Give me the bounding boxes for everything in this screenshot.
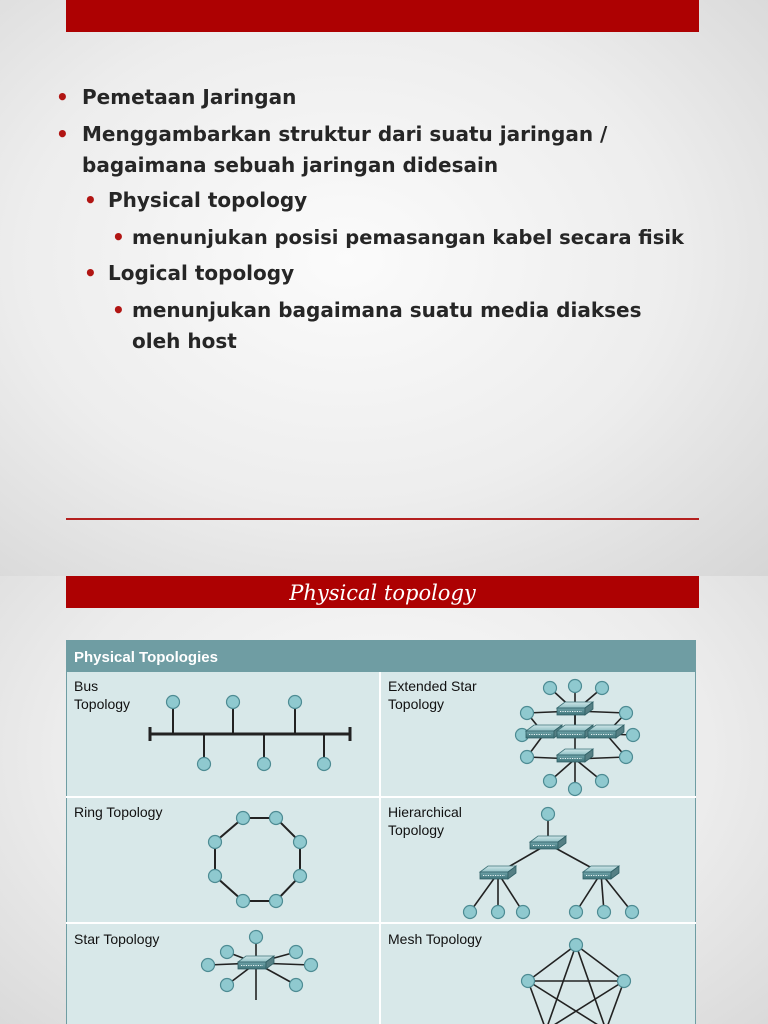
bullet-text-line: menunjukan bagaimana suatu media diakses [132,298,642,322]
bullet-text: Pemetaan Jaringan [82,85,297,109]
bullet-item [56,119,607,181]
sub-bullet-item [84,258,294,289]
bullet-glyph: • [56,122,69,146]
bullet-glyph: • [112,298,125,322]
figure-header-text: Physical Topologies [74,649,218,666]
bullet-glyph: • [84,261,97,285]
bullet-item [56,82,296,113]
title-bar [66,0,699,32]
bullet-text-line: bagaimana sebuah jaringan didesain [82,153,499,177]
bullet-glyph: • [112,225,125,249]
star-topology-label: Star Topology [74,931,160,947]
bullet-text: menunjukan posisi pemasangan kabel secara fisik [132,226,684,249]
bus-topology-label: Topology [74,696,131,712]
slide-title: Physical topology [289,581,476,605]
extended-star-topology-label: Extended Star [388,678,477,694]
mesh-topology-label: Mesh Topology [388,931,482,947]
bullet-text: Physical topology [108,188,308,212]
sub-sub-bullet-item [112,295,642,357]
extended-star-topology-label: Topology [388,696,445,712]
bottom-rule [66,518,699,520]
bullet-text-line: Menggambarkan struktur dari suatu jaringan / [82,122,608,146]
sub-bullet-item [84,185,307,216]
bullet-text: Logical topology [108,261,295,285]
bus-topology-label: Bus [74,678,99,694]
bullet-glyph: • [84,188,97,212]
sub-sub-bullet-item [112,222,684,253]
hierarchical-topology-label: Hierarchical [388,804,462,820]
bullet-text-line: oleh host [132,329,237,353]
hierarchical-topology-label: Topology [388,822,445,838]
physical-topologies-figure [66,640,696,1024]
bullet-glyph: • [56,85,69,109]
ring-topology-label: Ring Topology [74,804,163,820]
slide-2 [0,576,768,1024]
